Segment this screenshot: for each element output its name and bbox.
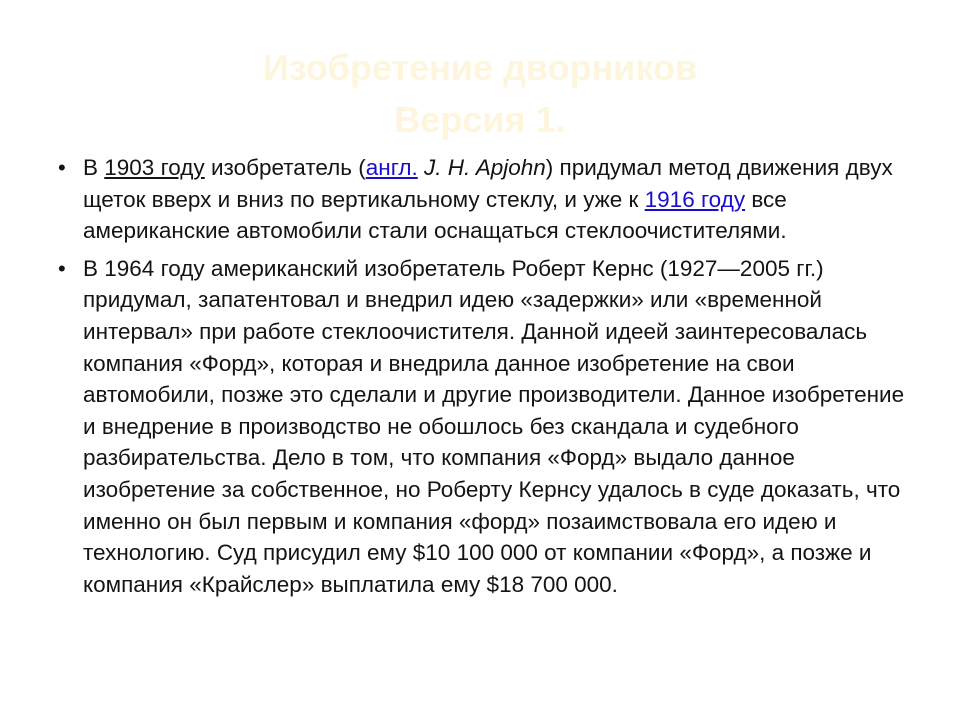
bullet-1-text-a: В bbox=[83, 155, 105, 180]
bullet-item-2 bbox=[56, 253, 906, 601]
title-line-2: Версия 1. bbox=[394, 99, 566, 140]
bullet-2-text: В 1964 году американский изобретатель Роберт Кернс (1927—2005 гг.) придумал, запатентовал и внедрил идею «задержки» или «временной интервал» при работе стеклоочистителя. Данной идеей заинтересовалась компания «Форд», которая и внедрила данное изобретение на свои автомобили, позже это сделали и другие производители. Данное изобретение и внедрение в производство не обошлось без скандала и судебного разбирательства. Дело в том, что компания «Форд» выдало данное изобретение за собственное, но Роберту Кернсу удалось в суде доказать, что именно он был первым и компания «форд» позаимствовала его идею и технологию. Суд присудил ему $10 100 000 от компании «Форд», а позже и компания «Крайслер» выплатила ему $18 700 000. bbox=[83, 255, 905, 597]
year-1916-link[interactable]: 1916 году bbox=[644, 186, 746, 212]
inventor-name-english: J. H. Apjohn bbox=[424, 155, 546, 180]
slide-body bbox=[56, 152, 906, 606]
bullet-item-1 bbox=[56, 152, 906, 247]
lang-english-link[interactable]: англ. bbox=[365, 155, 418, 180]
bullet-1-text-e: все американские автомобили стали оснащаться стеклоочистителями. bbox=[83, 186, 787, 244]
slide-title bbox=[0, 42, 960, 146]
title-line-1: Изобретение дворников bbox=[262, 47, 698, 88]
year-1903: 1903 году bbox=[104, 155, 205, 180]
bullet-1-text-b: изобретатель ( bbox=[204, 155, 366, 180]
bullet-1-text-d: ) придумал метод движения двух щеток вверх и вниз по вертикальному стеклу, и уже к bbox=[83, 155, 893, 212]
